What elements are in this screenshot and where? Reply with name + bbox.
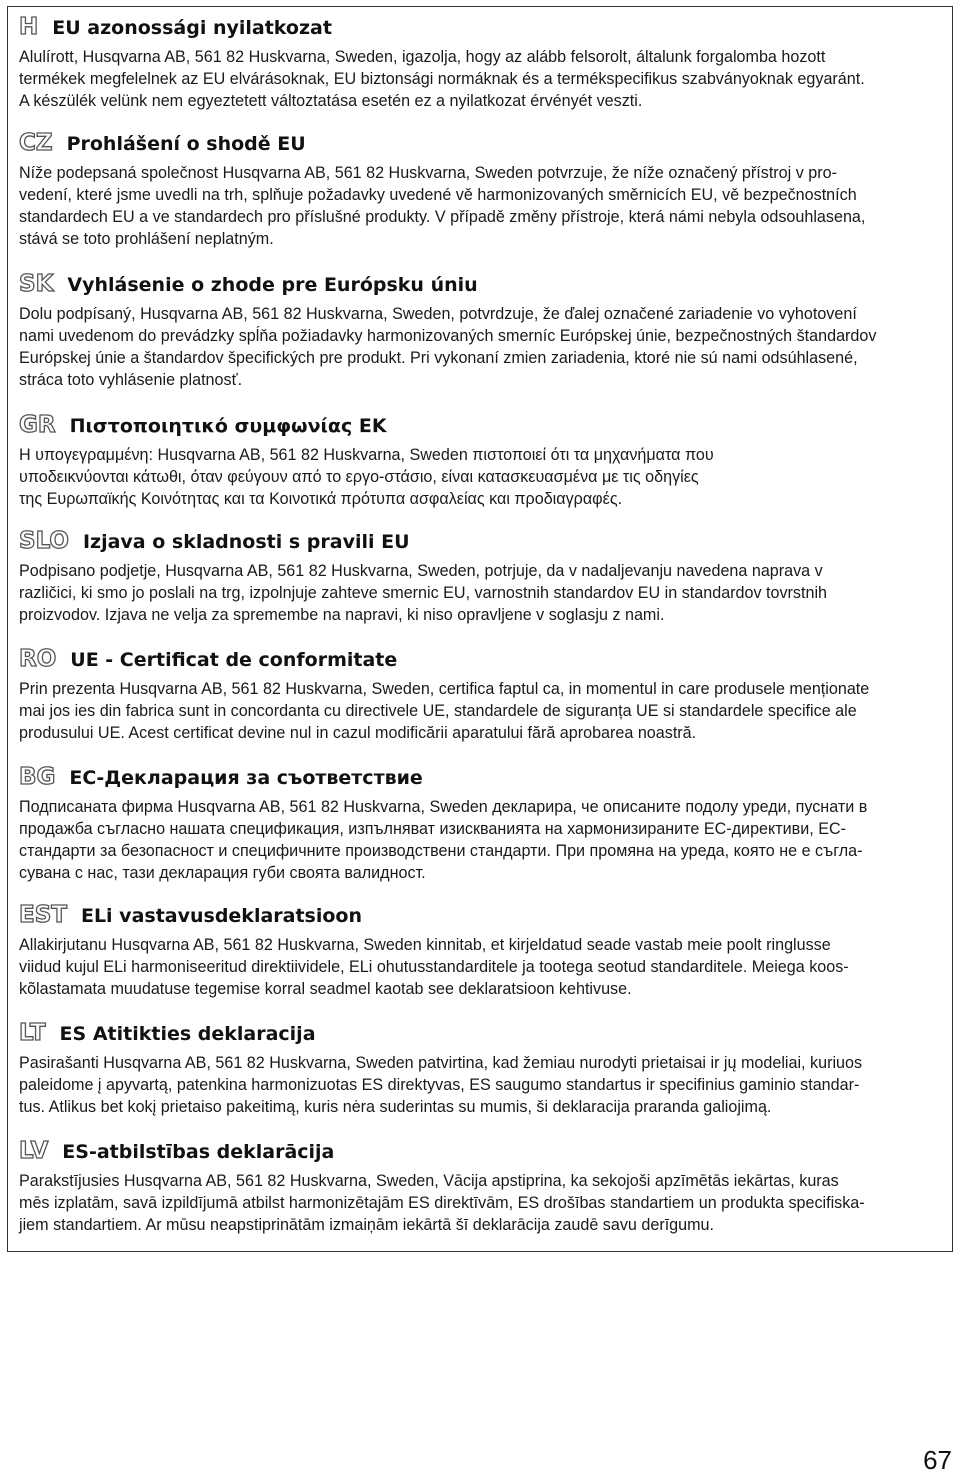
body-line: vedení, které jsme uvedli na trh, splňuje požadavky uvedené vě harmonizovaných směrnicích EU, vě bezpečnostních (19, 186, 857, 204)
language-code: CZ (19, 130, 53, 156)
body-line: jiem standartiem. Ar mūsu neapstiprinātām izmaiņām iekārtā šī deklarācija zaudē savu derīgumu. (19, 1216, 715, 1234)
body-line: υποδεικνύονται κάτωθι, όταν φεύγουν από το εργο-στάσιο, είναι κατασκευασμένα με τις οδηγίες (19, 468, 699, 486)
section-heading (19, 530, 944, 553)
language-code: LT (19, 1020, 46, 1046)
section-heading (19, 904, 944, 927)
section-body (19, 1052, 944, 1118)
section-title: ES Atitikties deklaracija (59, 1023, 316, 1045)
body-line: της Ευρωπαϊκής Κοινότητας και τα Κοινοτικά πρότυπα ασφαλείας και προδιαγραφές. (19, 490, 623, 508)
body-line: kõlastamata muudatuse tegemise korral seadmel kaotab see deklaratsioon kehtivuse. (19, 980, 632, 998)
section-heading (19, 1022, 944, 1045)
section-title: EU azonossági nyilatkozat (52, 17, 332, 39)
body-line: продажба съгласно нашата спецификация, изпълняват изискванията на хармонизираните ЕС-директиви, ЕС- (19, 820, 846, 838)
body-line: viidud kujul ELi harmoniseeritud direktiividele, ELi ohutusstandarditele ja tootega seotud standarditele. Meiega koos- (19, 958, 849, 976)
section-title: Izjava o skladnosti s pravili EU (82, 531, 410, 553)
language-code: GR (19, 412, 56, 438)
body-line: stráca toto vyhlásenie platnosť. (19, 371, 243, 389)
section-title: ELi vastavusdeklaratsioon (80, 905, 363, 927)
section-h (19, 16, 944, 112)
body-line: Parakstījusies Husqvarna AB, 561 82 Huskvarna, Sweden, Vācija apstiprina, ka sekojoši apzīmētās iekārtas, kuras (19, 1172, 839, 1190)
body-line: A készülék velünk nem egyeztetett változtatása esetén ez a nyilatkozat érvényét veszti. (19, 92, 643, 110)
section-heading (19, 273, 944, 296)
body-line: Níže podepsaná společnost Husqvarna AB, 561 82 Huskvarna, Sweden potvrzuje, že níže označený přístroj v pro- (19, 164, 837, 182)
section-cz (19, 132, 944, 250)
section-title: Vyhlásenie o zhode pre Európsku úniu (67, 274, 478, 296)
body-line: mai jos ies din fabrica sunt in concordanta cu directivele UE, standardele de siguranța UE si standardele specifice ale (19, 702, 857, 720)
section-ro (19, 648, 944, 744)
section-heading (19, 16, 944, 39)
language-code: H (19, 14, 39, 40)
section-lv (19, 1140, 944, 1236)
body-line: Dolu podpísaný, Husqvarna AB, 561 82 Huskvarna, Sweden, potvrdzuje, že ďalej označené zariadenie vo vyhotovení (19, 305, 857, 323)
body-line: сувана с нас, тази декларация губи своята валидност. (19, 864, 426, 882)
body-line: standardech EU a ve standardech pro příslušné produkty. V případě změny přístroje, která námi nebyla odsouhlasena, (19, 208, 866, 226)
body-line: mēs izplatām, savā izpildījumā atbilst harmonizētajām ES direktīvām, ES drošības standartiem un produkta specifiska- (19, 1194, 865, 1212)
section-title: Prohlášení o shodě EU (66, 133, 306, 155)
body-line: različici, ki smo jo poslali na trg, izpolnjuje zahteve smernic EU, varnostnih standardov EU in standardov tovrstnih (19, 584, 828, 602)
body-line: Η υπογεγραμμένη: Husqvarna AB, 561 82 Huskvarna, Sweden πιστοποιεί ότι τα μηχανήματα που (19, 446, 714, 464)
section-title: UE - Certificat de conformitate (70, 649, 398, 671)
body-line: proizvodov. Izjava ne velja za spremembe na napravi, ki niso opravljene v soglasju z nami. (19, 606, 665, 624)
page-number: 67 (923, 1445, 952, 1475)
section-bg (19, 766, 944, 884)
section-body (19, 162, 944, 250)
section-est (19, 904, 944, 1000)
section-body (19, 796, 944, 884)
body-line: стандарти за безопасност и специфичните производствени стандарти. При промяна на уреда, която не е съгла- (19, 842, 863, 860)
section-body (19, 934, 944, 1000)
body-line: stává se toto prohlášení neplatným. (19, 230, 274, 248)
body-line: termékek megfelelnek az EU elvárásoknak, EU biztonsági normáknak és a termékspecifikus szabványoknak egyaránt. (19, 70, 865, 88)
body-line: paleidome į apyvartą, patenkina harmonizuotas ES direktyvas, ES saugumo standartus ir specifinius gaminio standar- (19, 1076, 860, 1094)
body-line: Prin prezenta Husqvarna AB, 561 82 Huskvarna, Sweden, certifica faptul ca, in momentul in care produsele mențіonate (19, 680, 870, 698)
language-code: SLO (19, 528, 69, 554)
section-heading (19, 648, 944, 671)
section-heading (19, 1140, 944, 1163)
body-line: Allakirjutanu Husqvarna AB, 561 82 Huskvarna, Sweden kinnitab, et kirjeldatud seade vastab meie poolt ringlusse (19, 936, 831, 954)
body-line: nami uvedenom do prevádzky spĺňa požiadavky harmonizovaných smerníc Európskej únie, bezpečnostných štandardov (19, 327, 877, 345)
body-line: Подписаната фирма Husqvarna AB, 561 82 Huskvarna, Sweden декларира, че описаните подолу уреди, пуснати в (19, 798, 868, 816)
body-line: Európskej únie a štandardov špecifických pre produkt. Pri vykonaní zmien zariadenia, ktoré nie sú nami odsúhlasené, (19, 349, 858, 367)
section-body (19, 1170, 944, 1236)
body-line: Pasirašanti Husqvarna AB, 561 82 Huskvarna, Sweden patvirtina, kad žemiau nurodyti prietaisai ir jų modeliai, kuriuos (19, 1054, 863, 1072)
section-title: ES-atbilstības deklarācija (62, 1141, 335, 1163)
language-code: RO (19, 646, 57, 672)
body-line: produsului UE. Acest certificat devine nul in cazul modificării aparatului fără aprobarea noastră. (19, 724, 697, 742)
language-code: EST (19, 902, 67, 928)
language-code: SK (19, 271, 54, 297)
section-sk (19, 273, 944, 391)
section-body (19, 303, 944, 391)
section-heading (19, 132, 944, 155)
section-body (19, 560, 944, 626)
section-body (19, 444, 944, 510)
language-code: LV (19, 1138, 49, 1164)
body-line: tus. Atlikus bet kokį prietaiso pakeitimą, kuris nėra suderintas su mumis, ši deklaracija praranda galiojimą. (19, 1098, 772, 1116)
section-title: Πιστοποιητικό συμφωνίας ΕΚ (69, 415, 387, 437)
section-heading (19, 766, 944, 789)
section-lt (19, 1022, 944, 1118)
section-gr (19, 414, 944, 510)
section-body (19, 46, 944, 112)
language-code: BG (19, 764, 56, 790)
body-line: Alulírott, Husqvarna AB, 561 82 Huskvarna, Sweden, igazolja, hogy az alább felsorolt, általunk forgalomba hozott (19, 48, 826, 66)
section-title: ЕС-Декларация за съответствие (69, 767, 423, 789)
section-body (19, 678, 944, 744)
section-heading (19, 414, 944, 437)
section-slo (19, 530, 944, 626)
body-line: Podpisano podjetje, Husqvarna AB, 561 82 Huskvarna, Sweden, potrjuje, da v nadaljevanju navedena naprava v (19, 562, 823, 580)
